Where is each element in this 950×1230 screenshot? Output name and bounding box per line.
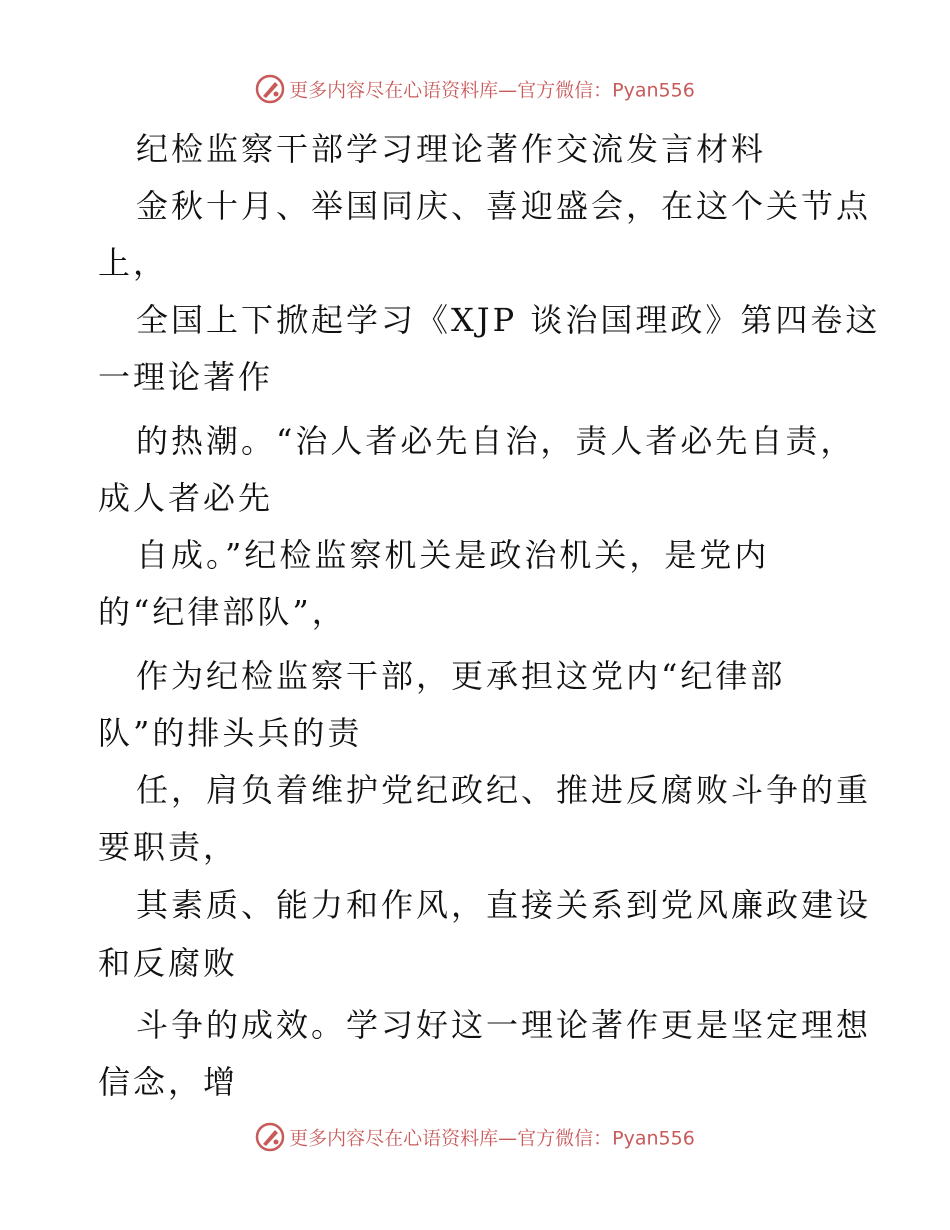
watermark-text: 更多内容尽在心语资料库—官方微信：Pyan556 <box>289 79 695 102</box>
paragraph-line: 自成。”纪检监察机关是政治机关，是党内 <box>136 536 770 574</box>
paragraph-line: 的“纪律部队”， <box>98 593 347 631</box>
paragraph-line: 作为纪检监察干部，更承担这党内“纪律部 <box>136 657 786 695</box>
paragraph-line: 成人者必先 <box>98 479 274 517</box>
paragraph-line: 和反腐败 <box>98 944 239 982</box>
paragraph-line: 要职责， <box>98 828 239 866</box>
header-watermark <box>0 74 950 104</box>
document-title: 纪检监察干部学习理论著作交流发言材料 <box>136 130 767 168</box>
paragraph-line: 斗争的成效。学习好这一理论著作更是坚定理想 <box>136 1006 872 1044</box>
paragraph-line: 全国上下掀起学习《XJP 谈治国理政》第四卷这 <box>136 301 881 339</box>
paragraph-line: 队”的排头兵的责 <box>98 714 363 752</box>
watermark-text: 更多内容尽在心语资料库—官方微信：Pyan556 <box>289 1127 695 1150</box>
paragraph-line: 的热潮。“治人者必先自治，责人者必先自责， <box>136 422 856 460</box>
paragraph-line: 金秋十月、举国同庆、喜迎盛会，在这个关节点 <box>136 187 872 225</box>
pen-logo-icon <box>255 74 285 104</box>
footer-watermark <box>0 1122 950 1152</box>
paragraph-line: 上， <box>98 244 169 282</box>
paragraph-line: 信念，增 <box>98 1063 239 1101</box>
paragraph-line: 其素质、能力和作风，直接关系到党风廉政建设 <box>136 886 872 924</box>
pen-logo-icon <box>255 1122 285 1152</box>
paragraph-line: 一理论著作 <box>98 358 274 396</box>
paragraph-line: 任，肩负着维护党纪政纪、推进反腐败斗争的重 <box>136 771 872 809</box>
